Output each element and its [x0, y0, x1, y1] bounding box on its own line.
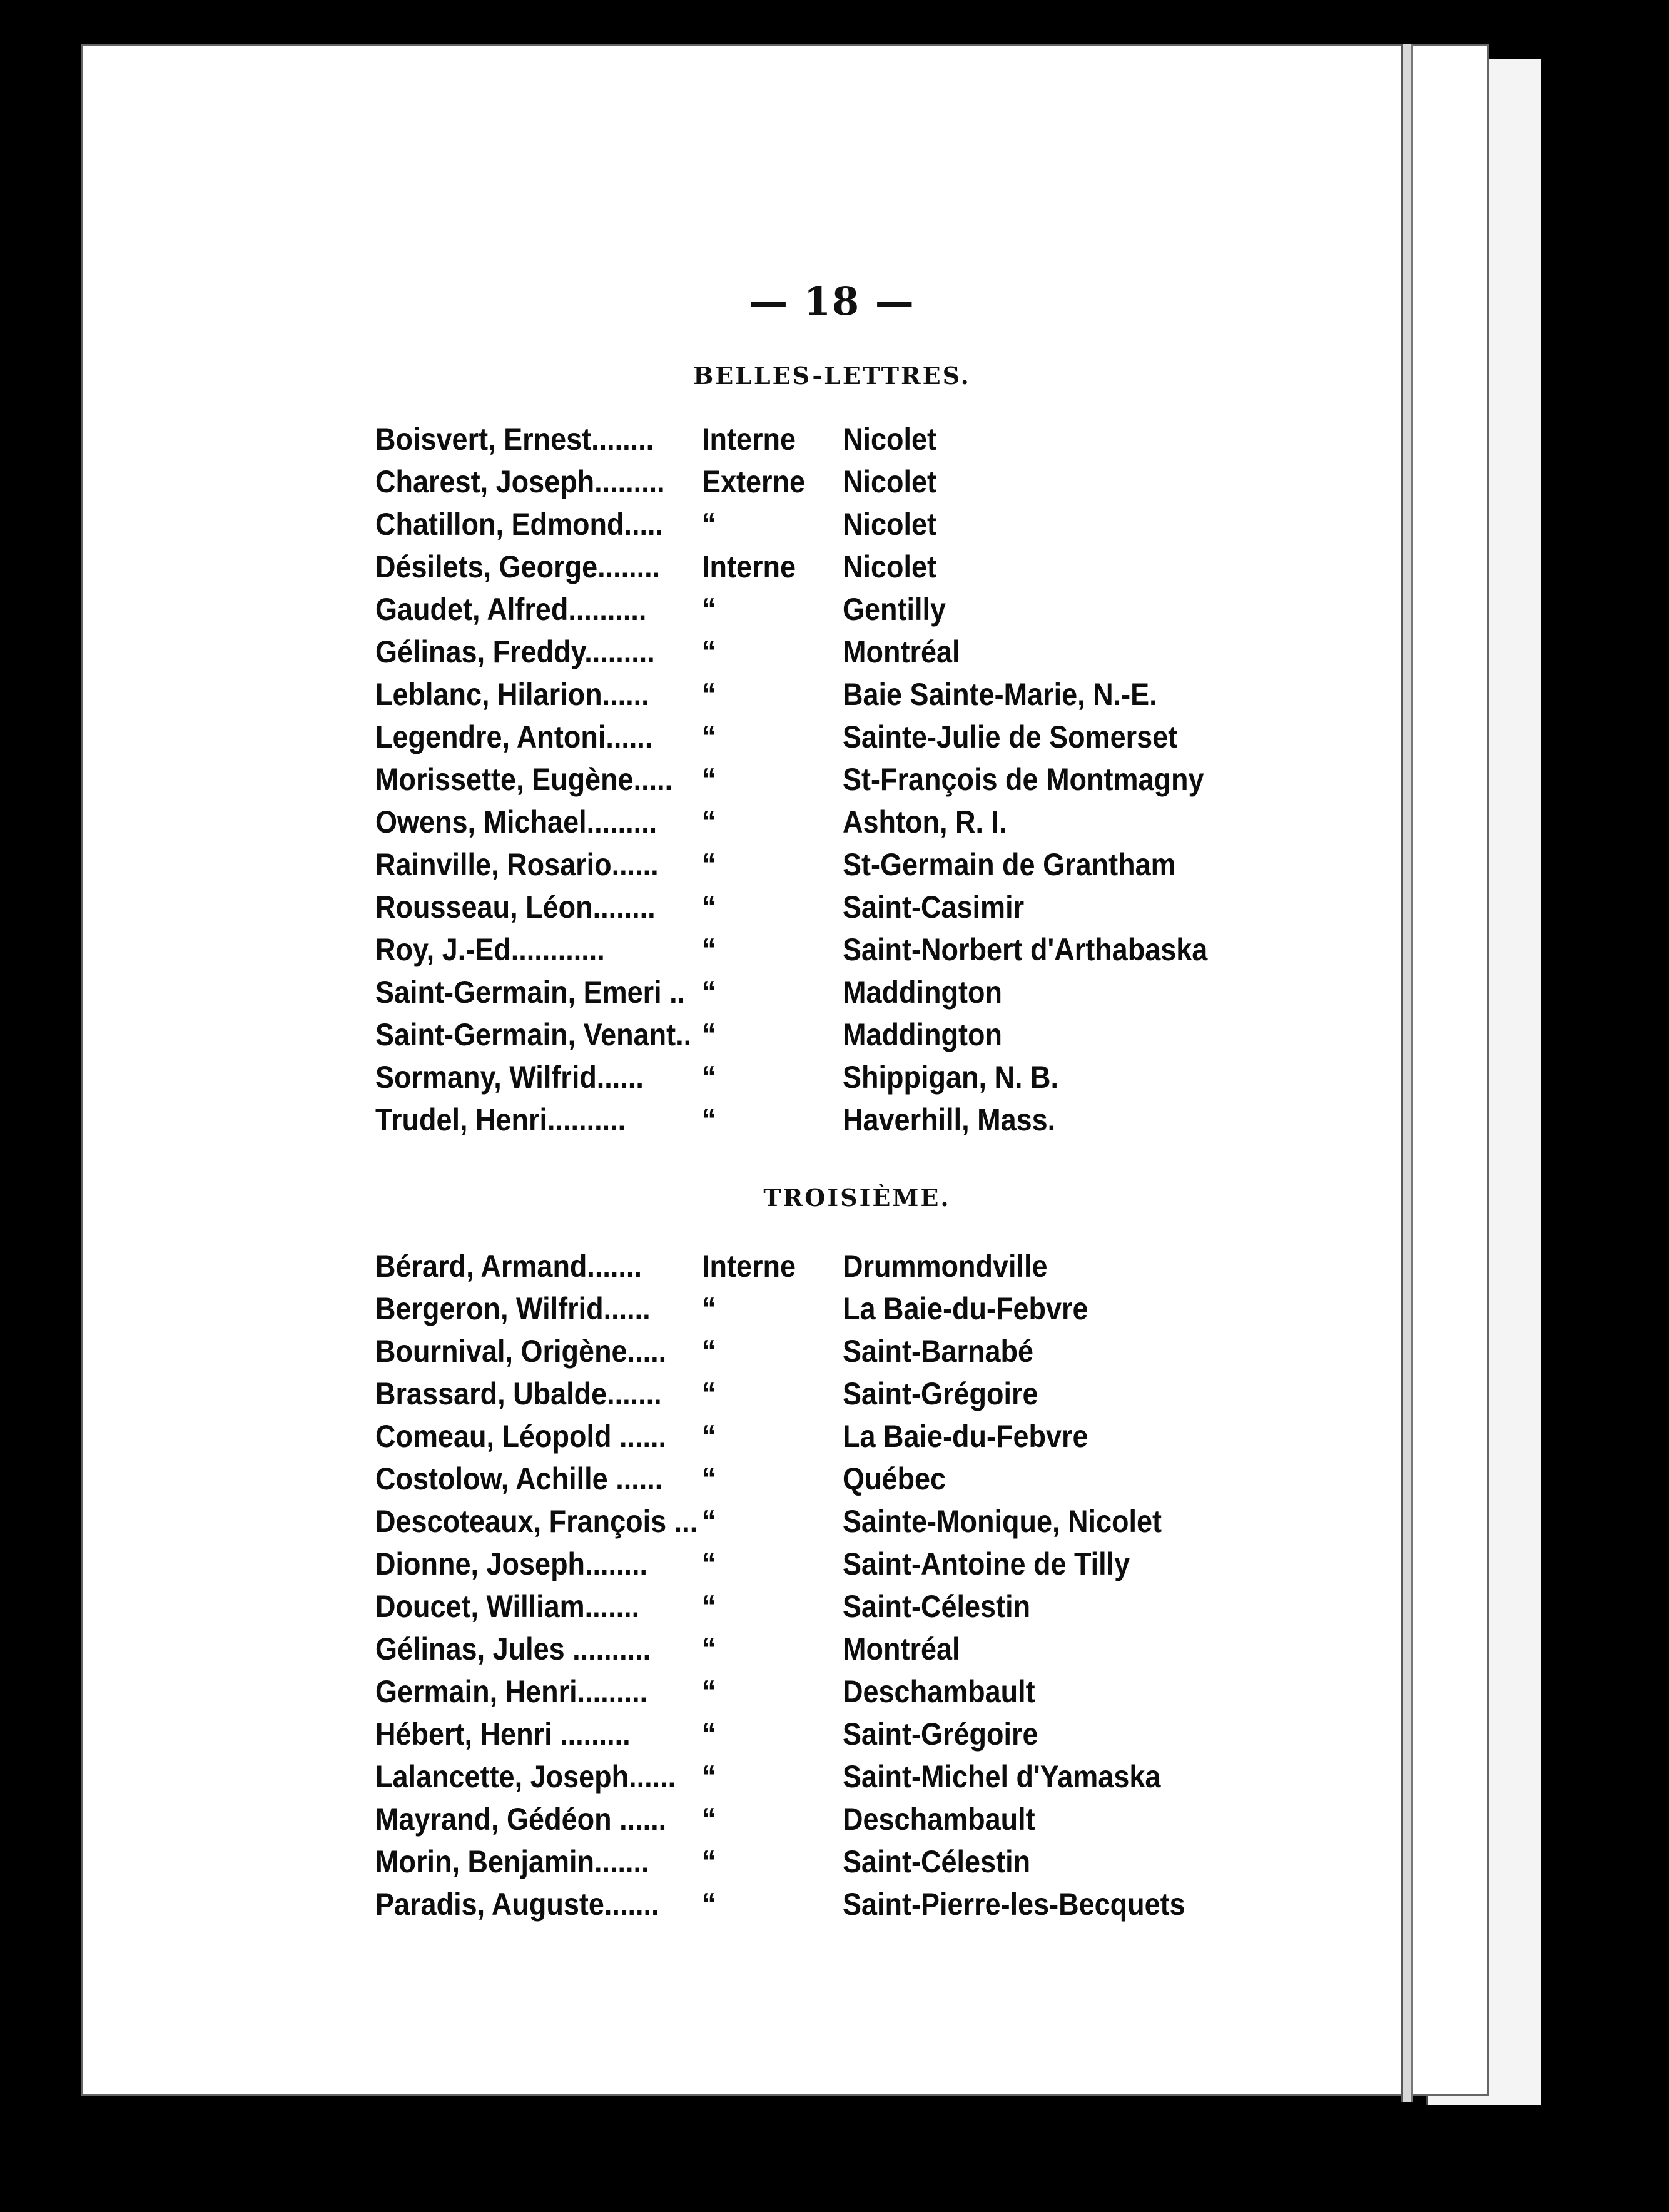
student-name: Saint-Germain, Emeri ..	[375, 975, 686, 1010]
student-name: Rainville, Rosario......	[375, 847, 659, 882]
student-name: Saint-Germain, Venant..	[375, 1017, 692, 1052]
student-place: Drummondville	[843, 1249, 1048, 1284]
student-place: Nicolet	[843, 549, 937, 584]
student-name: Gaudet, Alfred..........	[375, 592, 647, 627]
student-status: “	[702, 1631, 716, 1667]
student-status: “	[702, 1844, 716, 1879]
student-name: Sormany, Wilfrid......	[375, 1060, 644, 1095]
student-row	[375, 631, 1310, 673]
student-status: “	[702, 1419, 716, 1454]
student-row	[375, 1670, 1310, 1713]
student-row	[375, 1543, 1310, 1585]
student-place: Haverhill, Mass.	[843, 1102, 1056, 1137]
student-name: Morissette, Eugène.....	[375, 762, 673, 797]
student-place: Saint-Grégoire	[843, 1376, 1038, 1411]
student-name: Doucet, William.......	[375, 1589, 640, 1624]
student-status: “	[702, 592, 716, 627]
student-row	[375, 1415, 1310, 1458]
student-status: “	[702, 1334, 716, 1369]
student-status: “	[702, 932, 716, 967]
student-status: “	[702, 1546, 716, 1581]
student-name: Hébert, Henri .........	[375, 1717, 631, 1752]
student-place: Québec	[843, 1461, 946, 1496]
student-row	[375, 1098, 1310, 1141]
student-row	[375, 886, 1310, 928]
student-place: Montréal	[843, 1631, 960, 1667]
student-place: Saint-Pierre-les-Becquets	[843, 1887, 1185, 1922]
student-status: Interne	[702, 549, 796, 584]
student-name: Trudel, Henri..........	[375, 1102, 626, 1137]
student-row	[375, 418, 1310, 460]
student-place: Saint-Antoine de Tilly	[843, 1546, 1130, 1581]
student-status: “	[702, 1461, 716, 1496]
student-row	[375, 1798, 1310, 1840]
student-place: Saint-Norbert d'Arthabaska	[843, 932, 1208, 967]
student-roster-belles-lettres	[375, 418, 1414, 1141]
student-name: Charest, Joseph.........	[375, 464, 665, 499]
student-place: Nicolet	[843, 422, 937, 457]
student-place: Saint-Barnabé	[843, 1334, 1034, 1369]
student-row	[375, 545, 1310, 588]
student-status: “	[702, 1291, 716, 1326]
student-place: Nicolet	[843, 464, 937, 499]
student-row	[375, 1287, 1310, 1330]
student-row	[375, 1585, 1310, 1628]
student-status: “	[702, 1017, 716, 1052]
student-place: Baie Sainte-Marie, N.-E.	[843, 677, 1157, 712]
page-number: — 18 —	[749, 278, 915, 324]
student-name: Bournival, Origène.....	[375, 1334, 667, 1369]
student-row	[375, 588, 1310, 631]
student-name: Germain, Henri.........	[375, 1674, 648, 1709]
student-row	[375, 1330, 1310, 1372]
student-status: “	[702, 1589, 716, 1624]
student-name: Owens, Michael.........	[375, 804, 657, 840]
student-place: Ashton, R. I.	[843, 804, 1007, 840]
student-name: Paradis, Auguste.......	[375, 1887, 659, 1922]
student-place: La Baie-du-Febvre	[843, 1419, 1088, 1454]
student-row	[375, 1245, 1310, 1287]
student-place: St-Germain de Grantham	[843, 847, 1176, 882]
student-place: Shippigan, N. B.	[843, 1060, 1058, 1095]
student-name: Leblanc, Hilarion......	[375, 677, 649, 712]
student-status: “	[702, 1060, 716, 1095]
student-place: St-François de Montmagny	[843, 762, 1204, 797]
student-place: Sainte-Julie de Somerset	[843, 719, 1178, 754]
student-place: Nicolet	[843, 507, 937, 542]
student-place: Montréal	[843, 634, 960, 669]
student-status: “	[702, 1102, 716, 1137]
student-row	[375, 971, 1310, 1013]
student-row	[375, 928, 1310, 971]
student-status: “	[702, 975, 716, 1010]
student-name: Brassard, Ubalde.......	[375, 1376, 662, 1411]
student-name: Lalancette, Joseph......	[375, 1759, 676, 1794]
student-name: Bergeron, Wilfrid......	[375, 1291, 651, 1326]
student-row	[375, 1883, 1310, 1925]
student-row	[375, 1372, 1310, 1415]
student-name: Boisvert, Ernest........	[375, 422, 654, 457]
student-place: Deschambault	[843, 1802, 1035, 1837]
student-name: Chatillon, Edmond.....	[375, 507, 663, 542]
student-place: Saint-Grégoire	[843, 1717, 1038, 1752]
student-status: “	[702, 719, 716, 754]
student-place: Deschambault	[843, 1674, 1035, 1709]
student-row	[375, 1840, 1310, 1883]
student-name: Rousseau, Léon........	[375, 890, 656, 925]
student-row	[375, 460, 1310, 503]
student-row	[375, 843, 1310, 886]
student-place: Sainte-Monique, Nicolet	[843, 1504, 1162, 1539]
student-name: Comeau, Léopold ......	[375, 1419, 667, 1454]
student-status: Interne	[702, 422, 796, 457]
student-row	[375, 801, 1310, 843]
student-name: Dionne, Joseph........	[375, 1546, 648, 1581]
student-status: “	[702, 847, 716, 882]
student-name: Désilets, George........	[375, 549, 661, 584]
student-place: La Baie-du-Febvre	[843, 1291, 1088, 1326]
student-row	[375, 503, 1310, 545]
student-name: Descoteaux, François ...	[375, 1504, 698, 1539]
student-status: “	[702, 634, 716, 669]
student-row	[375, 1056, 1310, 1098]
student-name: Gélinas, Jules ..........	[375, 1631, 651, 1667]
student-row	[375, 1500, 1310, 1543]
student-place: Saint-Célestin	[843, 1589, 1031, 1624]
student-row	[375, 716, 1310, 758]
student-place: Saint-Casimir	[843, 890, 1025, 925]
student-status: “	[702, 507, 716, 542]
student-name: Legendre, Antoni......	[375, 719, 653, 754]
student-place: Saint-Michel d'Yamaska	[843, 1759, 1161, 1794]
student-status: “	[702, 804, 716, 840]
student-status: “	[702, 1759, 716, 1794]
student-status: “	[702, 1887, 716, 1922]
student-row	[375, 1713, 1310, 1755]
student-status: Interne	[702, 1249, 796, 1284]
student-place: Maddington	[843, 1017, 1002, 1052]
student-status: “	[702, 1674, 716, 1709]
section-heading-belles-lettres: BELLES-LETTRES.	[693, 362, 971, 390]
student-status: Externe	[702, 464, 806, 499]
student-name: Bérard, Armand.......	[375, 1249, 642, 1284]
student-roster-troisieme	[375, 1245, 1414, 1925]
student-place: Maddington	[843, 975, 1002, 1010]
student-status: “	[702, 1802, 716, 1837]
student-place: Saint-Célestin	[843, 1844, 1031, 1879]
student-row	[375, 1755, 1310, 1798]
student-status: “	[702, 1717, 716, 1752]
student-row	[375, 1013, 1310, 1056]
student-status: “	[702, 1376, 716, 1411]
student-row	[375, 673, 1310, 716]
student-name: Gélinas, Freddy.........	[375, 634, 655, 669]
student-row	[375, 1628, 1310, 1670]
student-status: “	[702, 677, 716, 712]
student-name: Roy, J.-Ed............	[375, 932, 605, 967]
student-status: “	[702, 890, 716, 925]
student-place: Gentilly	[843, 592, 946, 627]
student-row	[375, 758, 1310, 801]
student-row	[375, 1458, 1310, 1500]
student-name: Mayrand, Gédéon ......	[375, 1802, 667, 1837]
section-heading-troisieme: TROISIÈME.	[763, 1184, 951, 1212]
student-status: “	[702, 762, 716, 797]
student-status: “	[702, 1504, 716, 1539]
student-name: Morin, Benjamin.......	[375, 1844, 649, 1879]
student-name: Costolow, Achille ......	[375, 1461, 663, 1496]
